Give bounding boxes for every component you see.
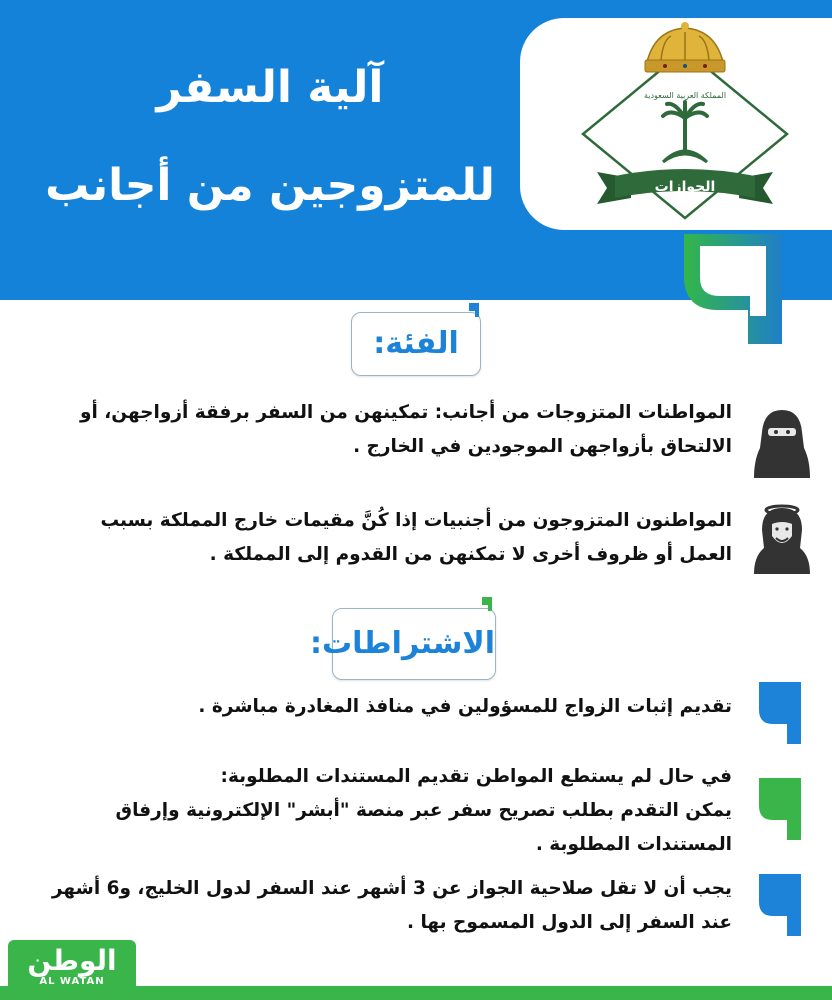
condition-2-text — [40, 760, 732, 862]
green-quote-bullet-icon — [755, 776, 805, 842]
al-watan-logo — [8, 940, 136, 996]
condition-2-line-2: يمكن التقدم بطلب تصريح سفر عبر منصة "أبشر" الإلكترونية وإرفاق — [115, 800, 732, 821]
category-item-2-line-1: المواطنون المتزوجون من أجنبيات إذا كُنَّ مقيمات خارج المملكة بسبب — [100, 510, 732, 531]
blue-quote-bullet-icon — [755, 680, 805, 746]
category-quote-mark-icon — [469, 303, 479, 317]
condition-3-text — [40, 872, 732, 940]
condition-2-line-3: المستندات المطلوبة . — [535, 834, 732, 855]
condition-1-text — [40, 690, 732, 724]
logo-ribbon-text: الجوازات — [654, 179, 716, 195]
logo-kingdom-text: المملكة العربية السعودية — [643, 91, 727, 100]
condition-1-line-1: تقديم إثبات الزواج للمسؤولين في منافذ المغادرة مباشرة . — [198, 696, 732, 717]
man-with-ghutra-icon — [752, 504, 812, 574]
page-title-line-1: آلية السفر — [156, 62, 384, 113]
category-item-1-text — [40, 396, 732, 464]
bullet-shape — [759, 682, 801, 744]
category-item-1-line-2: الالتحاق بأزواجهن الموجودين في الخارج . — [353, 436, 732, 457]
quote-mark-icon — [678, 226, 788, 346]
palm-and-swords-icon — [663, 102, 707, 162]
condition-2-line-1: في حال لم يستطع المواطن تقديم المستندات المطلوبة: — [220, 766, 732, 787]
category-item-2-text — [40, 504, 732, 572]
category-heading: الفئة: — [351, 312, 481, 376]
condition-3-line-2: عند السفر إلى الدول المسموح بها . — [407, 912, 732, 933]
brand-english: AL WATAN — [39, 976, 105, 987]
condition-3-line-1: يجب أن لا تقل صلاحية الجواز عن 3 أشهر عند السفر لدول الخليج، و6 أشهر — [51, 878, 732, 899]
veiled-woman-icon — [752, 408, 812, 478]
category-item-2-line-2: العمل أو ظروف أخرى لا تمكنهن من القدوم إلى المملكة . — [209, 544, 732, 565]
crown-icon — [645, 22, 725, 72]
passports-emblem-icon — [575, 22, 795, 222]
page-title-line-2: للمتزوجين من أجانب — [45, 160, 495, 211]
brand-arabic: الوطن — [27, 944, 117, 977]
blue-quote-bullet-icon — [755, 872, 805, 938]
conditions-heading: الاشتراطات: — [332, 608, 496, 680]
conditions-quote-mark-icon — [482, 597, 492, 611]
category-item-1-line-1: المواطنات المتزوجات من أجانب: تمكينهن من السفر برفقة أزواجهن، أو — [80, 402, 732, 423]
